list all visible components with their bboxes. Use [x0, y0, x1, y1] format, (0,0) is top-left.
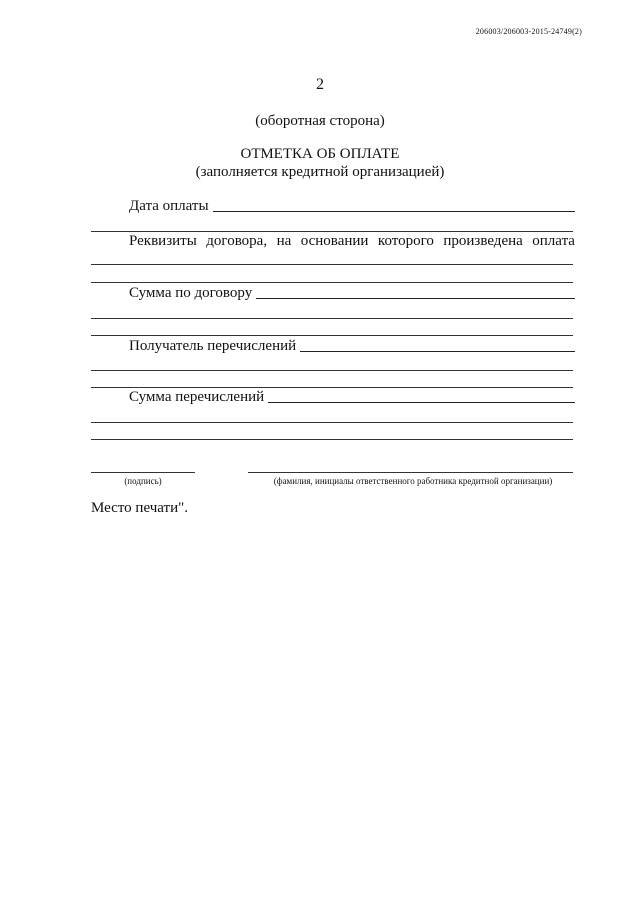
side-label: (оборотная сторона) — [255, 113, 385, 129]
transfer-amount-label: Сумма перечислений — [129, 389, 265, 405]
transfer-amount-field[interactable] — [129, 389, 575, 406]
blank-line[interactable] — [91, 231, 573, 232]
blank-line[interactable] — [91, 387, 573, 388]
recipient-line[interactable] — [300, 350, 575, 352]
responsible-name-line[interactable] — [248, 472, 573, 473]
page-number: 2 — [316, 76, 324, 93]
stamp-place-label: Место печати". — [91, 500, 189, 516]
form-title: ОТМЕТКА ОБ ОПЛАТЕ — [240, 146, 400, 162]
payment-date-label: Дата оплаты — [129, 198, 209, 214]
blank-line[interactable] — [91, 439, 573, 440]
contract-amount-label: Сумма по договору — [129, 285, 253, 301]
recipient-field[interactable] — [129, 338, 575, 355]
blank-line[interactable] — [91, 318, 573, 319]
payment-date-line[interactable] — [213, 210, 575, 212]
contract-details-line[interactable] — [91, 264, 573, 265]
payment-date-field[interactable] — [129, 198, 575, 215]
signature-line[interactable] — [91, 472, 195, 473]
blank-line[interactable] — [91, 370, 573, 371]
form-subtitle: (заполняется кредитной организацией) — [195, 164, 445, 180]
blank-line[interactable] — [91, 422, 573, 423]
recipient-label: Получатель перечислений — [129, 338, 297, 354]
contract-details-label: Реквизиты договора, на основании которого произведена оплата — [129, 233, 575, 249]
transfer-amount-line[interactable] — [268, 401, 575, 403]
document-id: 206003/206003-2015-24749(2) — [475, 27, 582, 36]
signature-caption: (подпись) — [124, 476, 162, 486]
blank-line[interactable] — [91, 335, 573, 336]
blank-line[interactable] — [91, 282, 573, 283]
contract-amount-field[interactable] — [129, 285, 575, 302]
contract-amount-line[interactable] — [256, 297, 575, 299]
responsible-name-caption: (фамилия, инициалы ответственного работника кредитной организации) — [273, 476, 553, 486]
